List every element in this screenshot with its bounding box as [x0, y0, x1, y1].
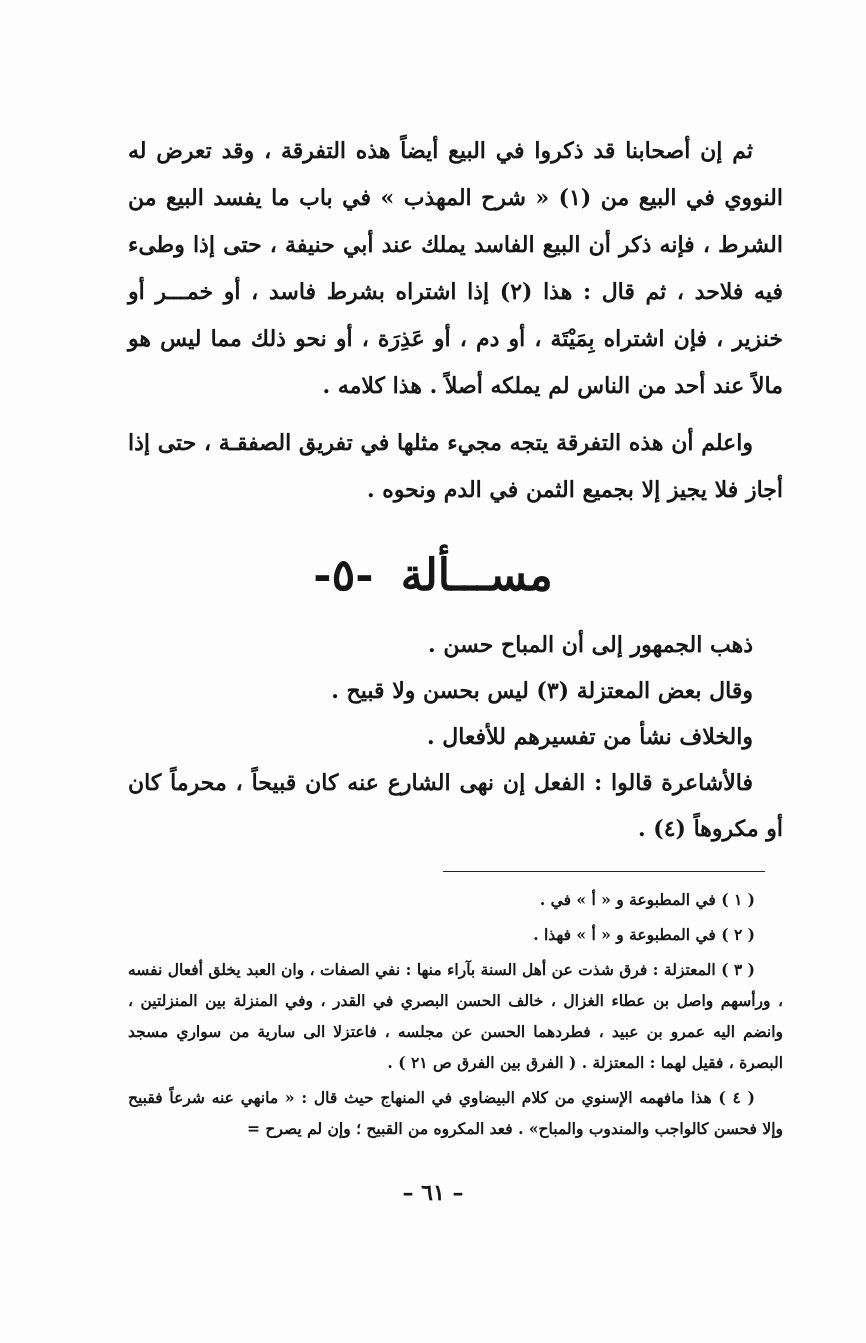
- footnotes: [128, 884, 783, 1144]
- footnote-divider: [443, 871, 765, 872]
- section-line-1: ذهب الجمهور إلى أن المباح حسن .: [428, 632, 753, 658]
- paragraph-1: ثم إن أصحابنا قد ذكروا في البيع أيضاً هذه التفرقة ، وقد تعرض له النووي في البيع من (١) « شرح المهذب » في باب ما يفسد البيع من الشرط ، فإنه ذكر أن البيع الفاسد يملك عند أبي حنيفة ، حتى إذا وطىء فيه فلاحد ، ثم قال : هذا (٢) إذا اشتراه بشرط فاسد ، أو خمـــر أو خنزير ، فإن اشتراه بِمَيْتَة ، أو دم ، أو عَذِرَة ، أو نحو ذلك مما ليس هو مالاً عند أحد من الناس لم يملكه أصلاً . هذا كلامه .: [128, 138, 784, 399]
- paragraph-2: واعلم أن هذه التفرقة يتجه مجيء مثلها في تفريق الصفقـة ، حتى إذا أجاز فلا يجيز إلا بجميع الثمن في الدم ونحوه .: [128, 430, 783, 503]
- section-line-2: وقال بعض المعتزلة (٣) ليس بحسن ولا قبيح .: [331, 678, 753, 704]
- main-text: [128, 128, 783, 514]
- heading-title: مســـألة: [400, 550, 553, 601]
- footnote-3: ( ٣ ) المعتزلة : فرق شذت عن أهل السنة بآراء منها : نفي الصفات ، وان العبد يخلق أفعال نفسه ، ورأسهم واصل بن عطاء الغزال ، خالف الحسن البصري في القدر ، وفي المنزلة بين المنزلتين ، وانضم اليه عمرو بن عبيد ، فطردهما الحسن عن مجلسه ، فاعتزلا الى سارية من سواري مسجد البصرة ، فقيل لهما : المعتزلة . ( الفرق بين الفرق ص ٢١ ) .: [128, 960, 783, 1072]
- footnote-2: ( ٢ ) في المطبوعة و « أ » فهذا .: [533, 925, 755, 944]
- footnote-4: ( ٤ ) هذا مافهمه الإسنوي من كلام البيضاوي في المنهاج حيث قال : « مانهي عنه شرعاً فقبيح وإلا فحسن كالواجب والمندوب والمباح» . فعد المكروه من القبيح ؛ وإن لم يصرح =: [128, 1088, 783, 1138]
- section-paragraph: فالأشاعرة قالوا : الفعل إن نهى الشارع عنه كان قبيحاً ، محرماً كان أو مكروهاً (٤) .: [128, 770, 783, 842]
- section-heading: [0, 536, 866, 616]
- section-text: [128, 622, 783, 852]
- section-line-3: والخلاف نشأ من تفسيرهم للأفعال .: [426, 724, 753, 750]
- footnote-1: ( ١ ) في المطبوعة و « أ » في .: [539, 890, 755, 909]
- heading-number: -٥-: [313, 550, 374, 601]
- page-number: – ٦١ –: [402, 1180, 464, 1206]
